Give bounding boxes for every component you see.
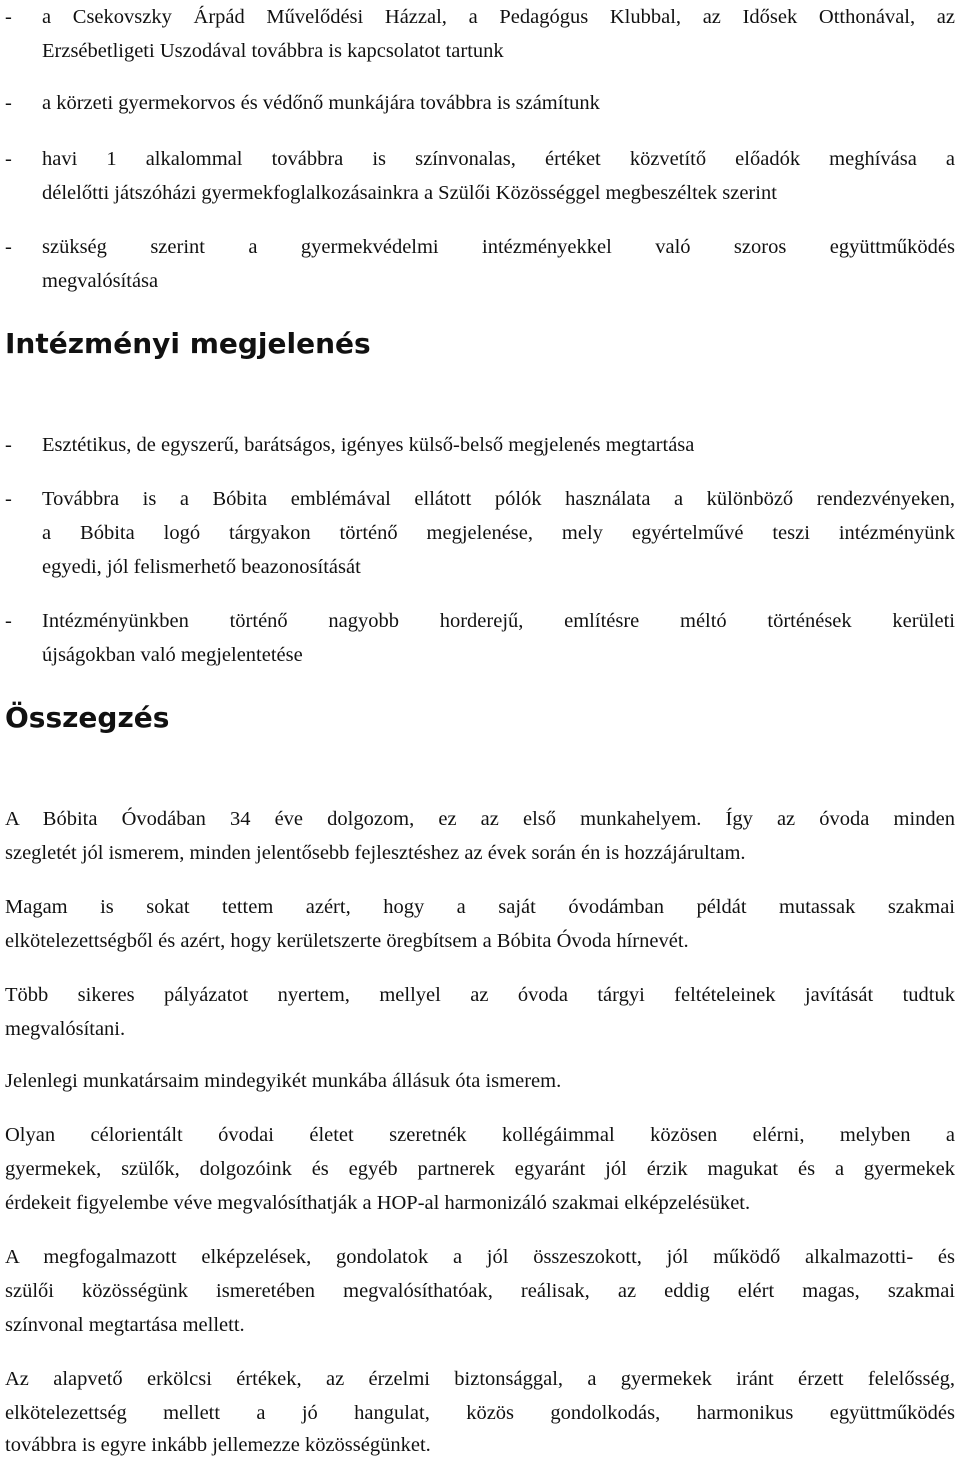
paragraph-line: gyermekek, szülők, dolgozóink és egyéb partnerek egyaránt jól érzik magukat és a gyermekek xyxy=(5,1158,955,1180)
paragraph-line: szülői közösségünk ismeretében megvalósíthatóak, reálisak, az eddig elért magas, szakmai xyxy=(5,1280,955,1302)
paragraph-line: továbbra is egyre inkább jellemezze közösségünket. xyxy=(5,1434,431,1456)
section-heading-intezmenyi: Intézményi megjelenés xyxy=(5,327,371,360)
paragraph-line: megvalósítani. xyxy=(5,1018,126,1040)
bullet-text: a Csekovszky Árpád Művelődési Házzal, a Pedagógus Klubbal, az Idősek Otthonával, az xyxy=(42,6,955,28)
bullet-text: Intézményünkben történő nagyobb horderejű, említésre méltó történések kerületi xyxy=(42,610,955,632)
paragraph-line: A megfogalmazott elképzelések, gondolatok a jól összeszokott, jól működő alkalmazotti- és xyxy=(5,1246,955,1268)
bullet-text: Esztétikus, de egyszerű, barátságos, igényes külső-belső megjelenés megtartása xyxy=(42,434,695,456)
paragraph-line: Olyan célorientált óvodai életet szeretnék kollégáimmal közösen elérni, melyben a xyxy=(5,1124,955,1146)
bullet-text: a Bóbita logó tárgyakon történő megjelenése, mely egyértelművé teszi intézményünk xyxy=(42,522,955,544)
bullet-dash: - xyxy=(5,92,12,114)
bullet-dash: - xyxy=(5,236,12,258)
bullet-text: egyedi, jól felismerhető beazonosítását xyxy=(42,556,361,578)
bullet-text: délelőtti játszóházi gyermekfoglalkozásainkra a Szülői Közösséggel megbeszéltek szerint xyxy=(42,182,777,204)
bullet-text: újságokban való megjelentetése xyxy=(42,644,303,666)
paragraph-line: elkötelezettség mellett a jó hangulat, közös gondolkodás, harmonikus együttműködés xyxy=(5,1402,955,1424)
paragraph-line: elkötelezettségből és azért, hogy kerületszerte öregbítsem a Bóbita Óvoda hírnevét. xyxy=(5,930,689,952)
bullet-text: megvalósítása xyxy=(42,270,159,292)
bullet-dash: - xyxy=(5,434,12,456)
bullet-dash: - xyxy=(5,610,12,632)
paragraph-line: Az alapvető erkölcsi értékek, az érzelmi biztonsággal, a gyermekek iránt érzett felelősség, xyxy=(5,1368,955,1390)
bullet-text: Erzsébetligeti Uszodával továbbra is kapcsolatot tartunk xyxy=(42,40,504,62)
paragraph-line: A Bóbita Óvodában 34 éve dolgozom, ez az első munkahelyem. Így az óvoda minden xyxy=(5,808,955,830)
bullet-dash: - xyxy=(5,6,12,28)
paragraph-line: szegletét jól ismerem, minden jelentősebb fejlesztéshez az évek során én is hozzájárultam. xyxy=(5,842,746,864)
bullet-dash: - xyxy=(5,148,12,170)
section-heading-osszegzes: Összegzés xyxy=(5,701,170,734)
paragraph-line: Több sikeres pályázatot nyertem, mellyel az óvoda tárgyi feltételeinek javítását tudtuk xyxy=(5,984,955,1006)
paragraph-line: színvonal megtartása mellett. xyxy=(5,1314,245,1336)
bullet-text: a körzeti gyermekorvos és védőnő munkájára továbbra is számítunk xyxy=(42,92,600,114)
bullet-text: Továbbra is a Bóbita emblémával ellátott pólók használata a különböző rendezvényeken, xyxy=(42,488,955,510)
paragraph-line: érdekeit figyelembe véve megvalósíthatják a HOP-al harmonizáló szakmai elképzelésüket. xyxy=(5,1192,751,1214)
bullet-text: szükség szerint a gyermekvédelmi intézményekkel való szoros együttműködés xyxy=(42,236,955,258)
paragraph-line: Jelenlegi munkatársaim mindegyikét munkába állásuk óta ismerem. xyxy=(5,1070,562,1092)
paragraph-line: Magam is sokat tettem azért, hogy a saját óvodámban példát mutassak szakmai xyxy=(5,896,955,918)
bullet-dash: - xyxy=(5,488,12,510)
bullet-text: havi 1 alkalommal továbbra is színvonalas, értéket közvetítő előadók meghívása a xyxy=(42,148,955,170)
